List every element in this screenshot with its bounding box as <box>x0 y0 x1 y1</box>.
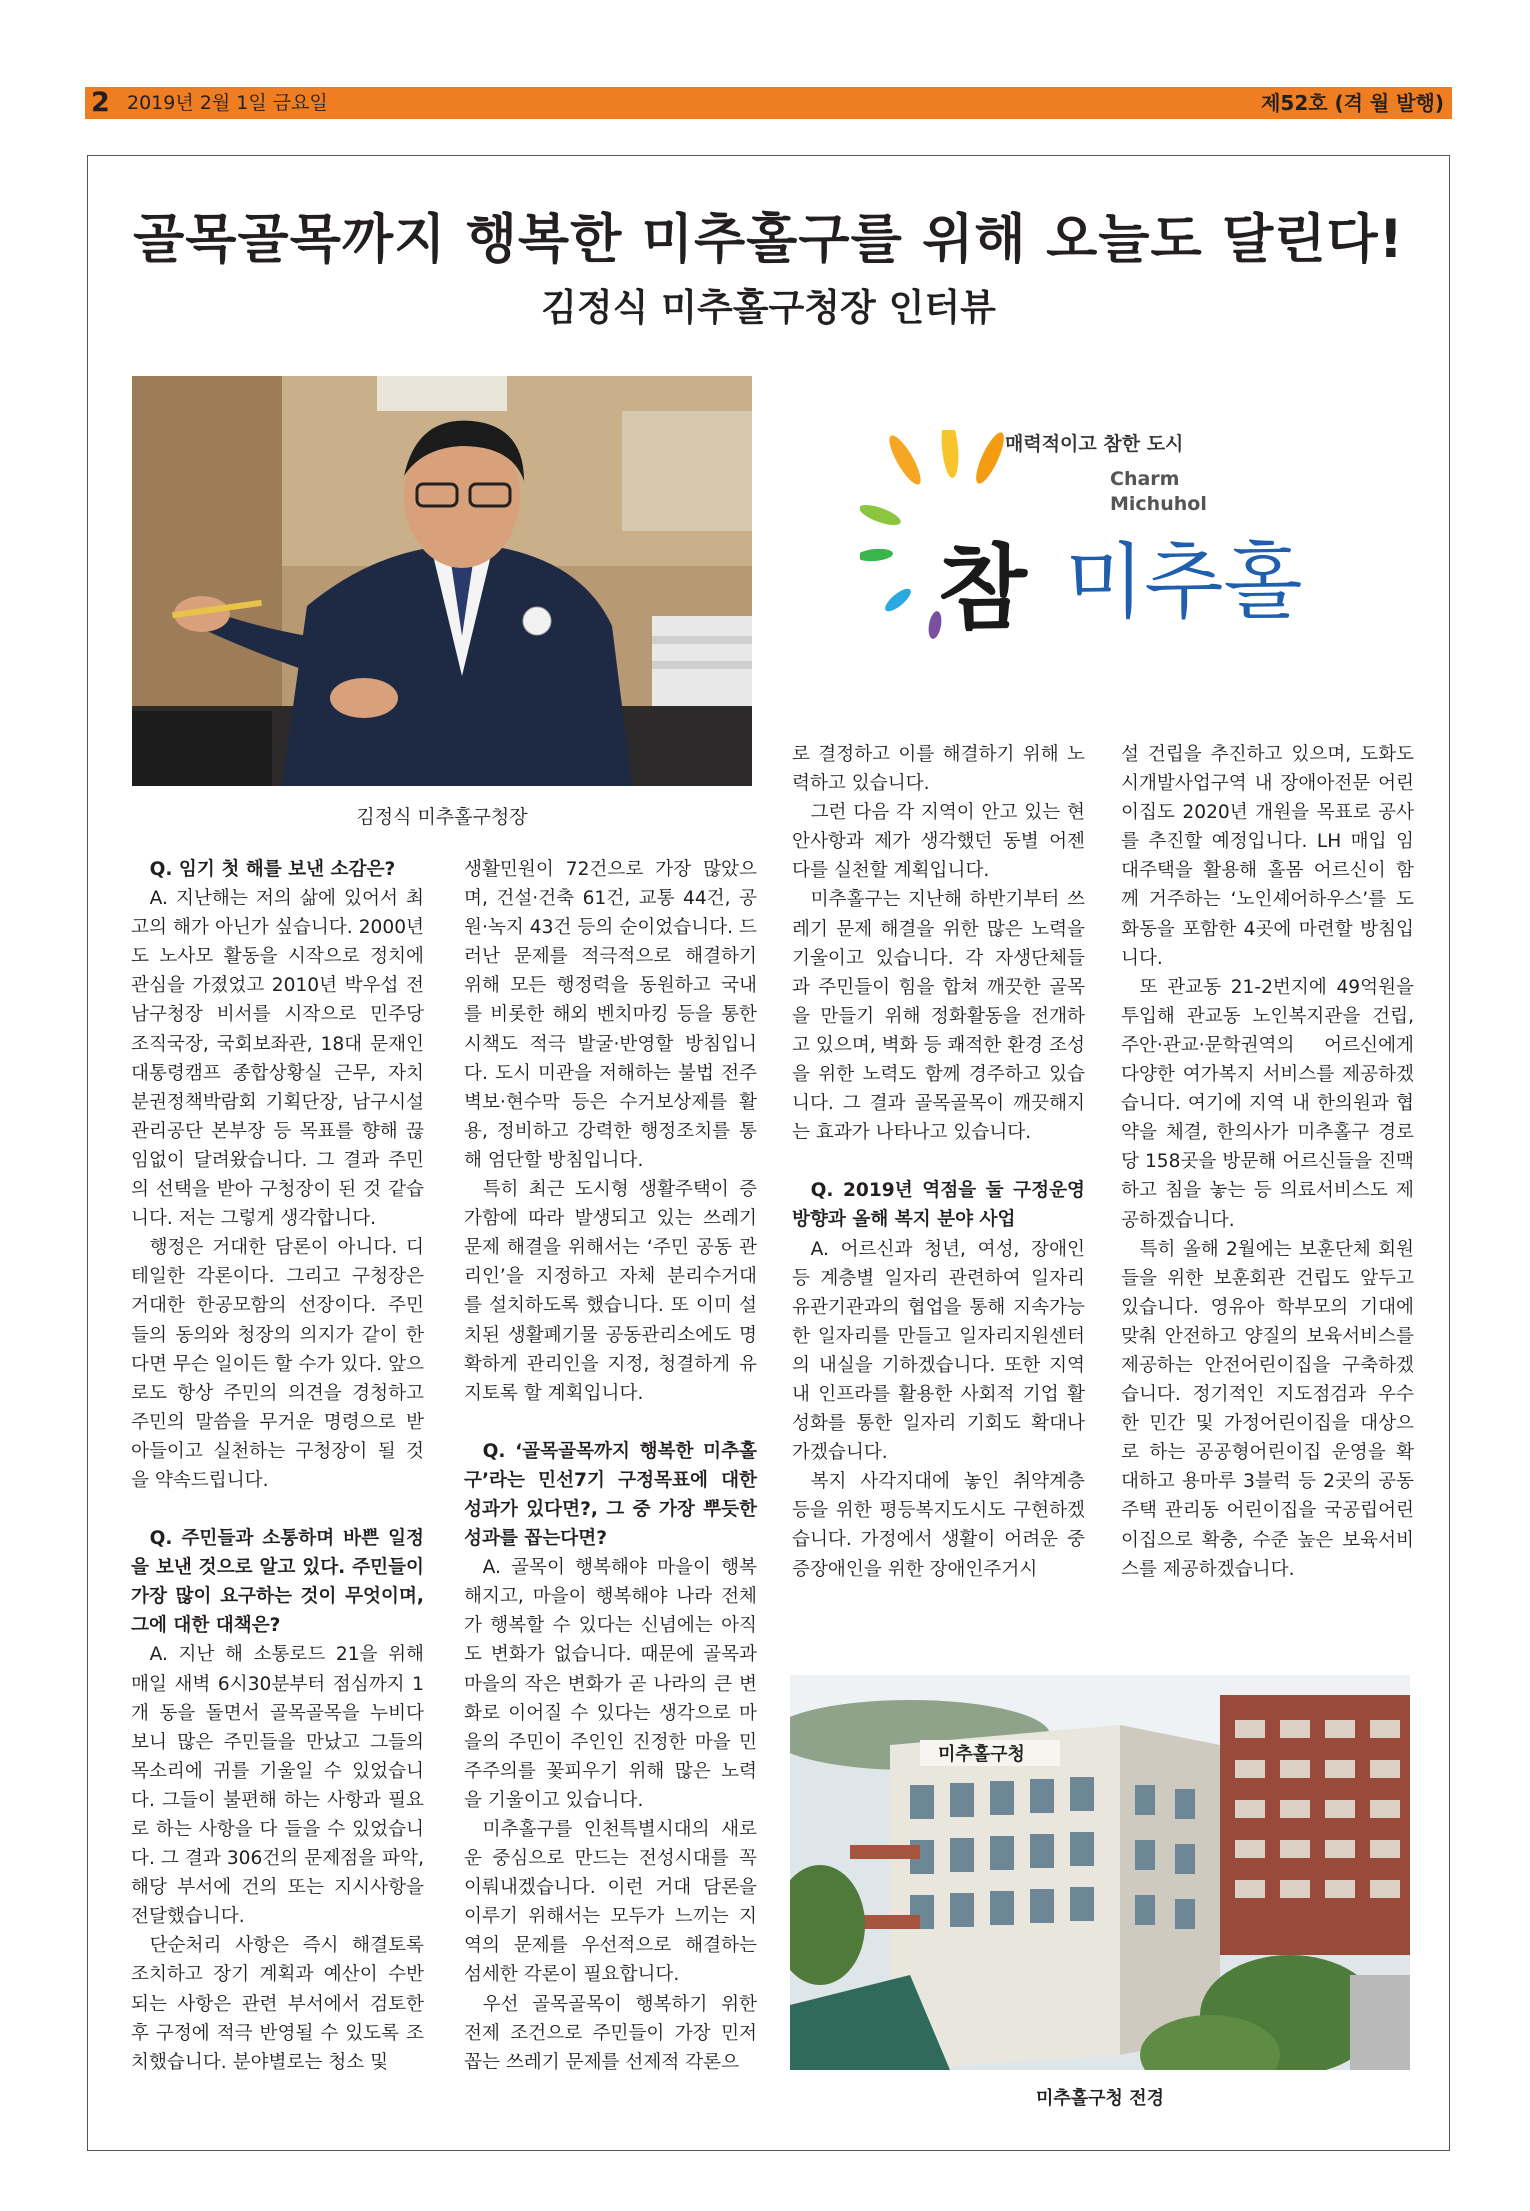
mayor-photo-caption: 김정식 미추홀구청장 <box>356 806 528 828</box>
charm-michuhol-logo <box>860 430 1330 650</box>
logo-en-line1: Charm <box>1110 468 1180 490</box>
text-column-2 <box>464 855 757 2077</box>
question-3: Q. ‘골목골목까지 행복한 미추홀구’라는 민선7기 구정목표에 대한 성과가 있다면?, 그 중 가장 뿌듯한 성과를 꼽는다면? <box>464 1440 757 1550</box>
question-1: Q. 임기 첫 해를 보낸 소감은? <box>149 859 396 880</box>
answer-paragraph: 행정은 거대한 담론이 아니다. 디테일한 각론이다. 그리고 구청장은 거대한 한공모함의 선장이다. 주민들의 동의와 청장의 의지가 같이 한다면 무슨 일이든 할 수가 있다. 앞으로도 항상 주민의 의견을 경청하고 주민의 말씀을 무거운 명령으로 받아들이고 실천하는 구청장이 될 것을 약속드립니다. <box>131 1237 424 1491</box>
answer-paragraph: 특히 최근 도시형 생활주택이 증가함에 따라 발생되고 있는 쓰레기 문제 해결을 위해서는 ‘주민 공동 관리인’을 지정하고 자체 분리수거대를 설치하도록 했습니다. 또 이미 설치된 생활폐기물 공동관리소에도 명확하게 관리인을 지정, 청결하게 유지토록 할 계획입니다. <box>464 1179 757 1404</box>
answer-paragraph: A. 지난해는 저의 삶에 있어서 최고의 해가 아닌가 싶습니다. 2000년도 노사모 활동을 시작으로 정치에 관심을 가졌었고 2010년 박우섭 전 남구청장 비서를 시작으로 민주당 조직국장, 국회보좌관, 18대 문재인 대통령캠프 종합상황실 근무, 자치분권정책박람회 기획단장, 남구시설관리공단 본부장 등 목표를 향해 끊임없이 달려왔습니다. 그 결과 주민의 선택을 받아 구청장이 된 것 같습니다. 저는 그렇게 생각합니다. <box>131 888 424 1230</box>
answer-paragraph: 미추홀구는 지난해 하반기부터 쓰레기 문제 해결을 위한 많은 노력을 기울이고 있습니다. 각 자생단체들과 주민들이 힘을 합쳐 깨끗한 골목을 만들기 위해 정화활동을 전개하고 있으며, 벽화 등 쾌적한 환경 조성을 위한 노력도 함께 경주하고 있습니다. 그 결과 골목골목이 깨끗해지는 효과가 나타나고 있습니다. <box>792 889 1085 1144</box>
logo-en-line2: Michuhol <box>1110 493 1207 515</box>
question-4: Q. 2019년 역점을 둘 구정운영 방향과 올해 복지 분야 사업 <box>792 1180 1085 1231</box>
answer-paragraph: 생활민원이 72건으로 가장 많았으며, 건설·건축 61건, 교통 44건, 공원·녹지 43건 등의 순이었습니다. 드러난 문제를 적극적으로 해결하기 위해 모든 행정력을 동원하고 국내를 비롯한 해외 벤치마킹 등을 통한 시책도 적극 발굴·반영할 방침입니다. 도시 미관을 저해하는 불법 전주 벽보·현수막 등은 수거보상제를 활용, 정비하고 강력한 행정조치를 통해 엄단할 방침입니다. <box>464 859 757 1171</box>
answer-paragraph: A. 골목이 행복해야 마을이 행복해지고, 마을이 행복해야 나라 전체가 행복할 수 있다는 신념에는 아직도 변화가 없습니다. 때문에 골목과 마을의 작은 변화가 곧 나라의 큰 변화로 이어질 수 있다는 생각으로 마을의 주민이 주인인 진정한 마을 민주주의를 꽃피우기 위해 많은 노력을 기울이고 있습니다. <box>464 1557 757 1811</box>
answer-paragraph: 우선 골목골목이 행복하기 위한 전제 조건으로 주민들이 가장 민저 꼽는 쓰레기 문제를 선제적 각론으 <box>464 1993 757 2073</box>
district-office-photo <box>790 1675 1410 2070</box>
district-office-caption: 미추홀구청 전경 <box>1036 2088 1164 2109</box>
text-column-1 <box>131 855 424 2077</box>
answer-paragraph: 단순처리 사항은 즉시 해결토록 조치하고 장기 계획과 예산이 수반되는 사항은 관련 부서에서 검토한 후 구정에 적극 반영될 수 있도록 조치했습니다. 분야별로는 청소 및 <box>131 1935 424 2073</box>
answer-paragraph: 로 결정하고 이를 해결하기 위해 노력하고 있습니다. <box>792 744 1085 795</box>
answer-paragraph: 미추홀구를 인천특별시대의 새로운 중심으로 만드는 전성시대를 꼭 이뤄내겠습니다. 이런 거대 담론을 이루기 위해서는 모두가 느끼는 지역의 문제를 우선적으로 해결하는 섬세한 각론이 필요합니다. <box>464 1819 757 1986</box>
issue-date: 2019년 2월 1일 금요일 <box>127 92 328 114</box>
logo-name: 미추홀 <box>1065 535 1303 630</box>
question-2: Q. 주민들과 소통하며 바쁜 일정을 보낸 것으로 알고 있다. 주민들이 가장 많이 요구하는 것이 무엇이며, 그에 대한 대책은? <box>131 1528 424 1637</box>
mayor-photo <box>132 376 752 786</box>
answer-paragraph: 또 관교동 21-2번지에 49억원을 투입해 관교동 노인복지관을 건립, 주안·관교·문학권역의 어르신에게 다양한 여가복지 서비스를 제공하겠습니다. 여기에 지역 내 한의원과 협약을 체결, 한의사가 미추홀구 경로당 158곳을 방문해 어르신들을 진맥하고 침을 놓는 등 의료서비스도 제공하겠습니다. <box>1121 976 1414 1231</box>
issue-number: 제52호 (격 월 발행) <box>1261 91 1444 115</box>
text-column-3 <box>792 740 1085 1584</box>
page-number: 2 <box>91 87 110 118</box>
answer-paragraph: 그런 다음 각 지역이 안고 있는 현안사항과 제가 생각했던 동별 어젠다를 실천할 계획입니다. <box>792 802 1085 882</box>
logo-tagline: 매력적이고 참한 도시 <box>1005 433 1184 455</box>
answer-paragraph: 설 건립을 추진하고 있으며, 도화도시개발사업구역 내 장애아전문 어린이집도 2020년 개원을 목표로 공사를 추진할 예정입니다. LH 매입 임대주택을 활용해 홀몸 어르신이 함께 거주하는 ‘노인셰어하우스’를 도화동을 포함한 4곳에 마련할 방침입니다. <box>1121 744 1414 969</box>
logo-mark-char: 참 <box>938 534 1027 642</box>
article-subtitle: 김정식 미추홀구청장 인터뷰 <box>541 286 996 329</box>
answer-paragraph: A. 지난 해 소통로드 21을 위해 매일 새벽 6시30분부터 점심까지 1개 동을 돌면서 골목골목을 누비다 보니 많은 주민들을 만났고 그들의 목소리에 귀를 기울일 수 있었습니다. 그들이 불편해 하는 사항과 필요로 하는 사항을 다 들을 수 있었습니다. 그 결과 306건의 문제점을 파악, 해당 부서에 건의 또는 지시사항을 전달했습니다. <box>131 1644 424 1928</box>
answer-paragraph: A. 어르신과 청년, 여성, 장애인 등 계층별 일자리 관련하여 일자리 유관기관과의 협업을 통해 지속가능한 일자리를 만들고 일자리지원센터의 내실을 기하겠습니다. 또한 지역 내 인프라를 활용한 사회적 기업 활성화를 통한 일자리 기회도 확대나가겠습니다. <box>792 1238 1085 1464</box>
article-title: 골목골목까지 행복한 미추홀구를 위해 오늘도 달린다! <box>133 209 1404 270</box>
answer-paragraph: 특히 올해 2월에는 보훈단체 회원들을 위한 보훈회관 건립도 앞두고 있습니다. 영유아 학부모의 기대에 맞춰 안전하고 양질의 보육서비스를 제공하는 안전어린이집을 구축하겠습니다. 정기적인 지도점검과 우수한 민간 및 가정어린이집을 대상으로 하는 공공형어린이집 운영을 확대하고 용마루 3블럭 등 2곳의 공동주택 관리동 어린이집을 국공립어린이집으로 확충, 수준 높은 보육서비스를 제공하겠습니다. <box>1121 1238 1414 1580</box>
answer-paragraph: 복지 사각지대에 놓인 취약계층 등을 위한 평등복지도시도 구현하겠습니다. 가정에서 생활이 어려운 중증장애인을 위한 장애인주거시 <box>792 1471 1085 1580</box>
header-bar <box>85 87 1452 119</box>
building-sign: 미추홀구청 <box>938 1744 1025 1765</box>
text-column-4 <box>1121 740 1414 1584</box>
